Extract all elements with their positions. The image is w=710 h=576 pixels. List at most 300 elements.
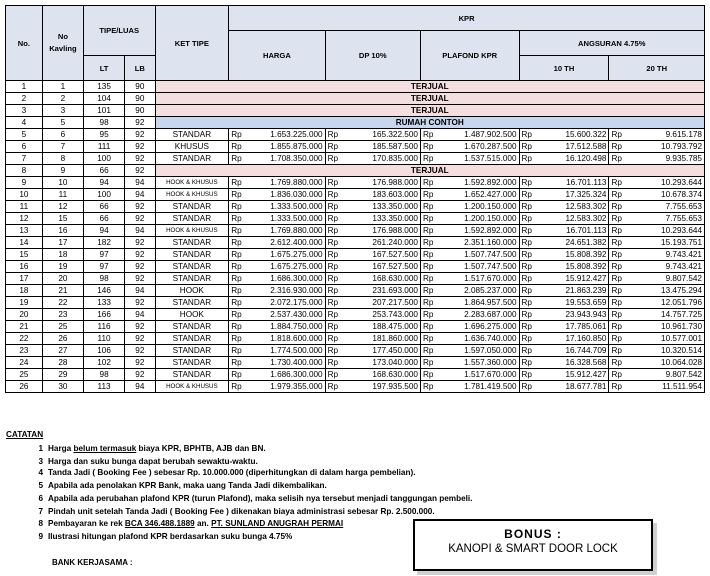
cell-currency: Rp <box>420 297 437 309</box>
cell-currency: Rp <box>229 381 246 393</box>
cell-currency: Rp <box>229 201 246 213</box>
cell-currency: Rp <box>609 309 626 321</box>
table-row <box>6 369 705 381</box>
cell-harga: 2.612.400.000 <box>246 237 325 249</box>
cell-currency: Rp <box>519 237 536 249</box>
cell-kavling: 7 <box>42 141 83 153</box>
cell-currency: Rp <box>519 345 536 357</box>
cell-angsuran-20th: 10.577.001 <box>626 333 704 345</box>
cell-harga: 1.675.275.000 <box>246 249 325 261</box>
cell-lt: 111 <box>84 141 125 153</box>
bank-kerjasama-label: BANK KERJASAMA : <box>52 558 133 567</box>
cell-lt: 97 <box>84 249 125 261</box>
cell-angsuran-10th: 23.943.943 <box>536 309 609 321</box>
cell-status: RUMAH CONTOH <box>155 117 704 129</box>
cell-lt: 66 <box>84 165 125 177</box>
table-row <box>6 357 705 369</box>
cell-harga: 2.316.930.000 <box>246 285 325 297</box>
cell-dp: 170.835.000 <box>342 153 420 165</box>
cell-kavling: 25 <box>42 321 83 333</box>
cell-currency: Rp <box>420 225 437 237</box>
cell-currency: Rp <box>519 141 536 153</box>
cell-angsuran-10th: 18.677.781 <box>536 381 609 393</box>
cell-currency: Rp <box>325 297 342 309</box>
cell-dp: 165.322.500 <box>342 129 420 141</box>
cell-angsuran-10th: 19.553.659 <box>536 297 609 309</box>
cell-currency: Rp <box>229 213 246 225</box>
cell-currency: Rp <box>325 273 342 285</box>
cell-currency: Rp <box>325 261 342 273</box>
cell-ket-tipe: HOOK <box>155 285 229 297</box>
table-row <box>6 333 705 345</box>
cell-lt: 101 <box>84 105 125 117</box>
cell-currency: Rp <box>420 273 437 285</box>
cell-lt: 116 <box>84 321 125 333</box>
cell-currency: Rp <box>609 237 626 249</box>
cell-no: 18 <box>6 285 43 297</box>
cell-currency: Rp <box>325 237 342 249</box>
note-8: 8 Pembayaran ke rek BCA 346.488.1889 an. PT. SUNLAND ANUGRAH PERMAI <box>38 519 344 528</box>
cell-currency: Rp <box>420 285 437 297</box>
cell-lb: 92 <box>125 357 155 369</box>
cell-kavling: 28 <box>42 357 83 369</box>
header-angsuran: ANGSURAN 4.75% <box>519 31 704 56</box>
cell-kavling: 6 <box>42 129 83 141</box>
note-6: 6 Apabila ada perubahan plafond KPR (turun Plafond), maka selisih nya tersebut menjadi tanggungan pembeli. <box>38 494 473 503</box>
table-row <box>6 225 705 237</box>
cell-kavling: 9 <box>42 165 83 177</box>
cell-currency: Rp <box>229 225 246 237</box>
cell-kavling: 5 <box>42 117 83 129</box>
table-row <box>6 381 705 393</box>
cell-lb: 92 <box>125 249 155 261</box>
cell-currency: Rp <box>519 129 536 141</box>
cell-currency: Rp <box>229 261 246 273</box>
cell-plafond: 2.085.237.000 <box>438 285 519 297</box>
cell-lb: 92 <box>125 201 155 213</box>
cell-no: 25 <box>6 369 43 381</box>
cell-lb: 92 <box>125 153 155 165</box>
cell-kavling: 15 <box>42 213 83 225</box>
table-row <box>6 189 705 201</box>
cell-harga: 1.818.600.000 <box>246 333 325 345</box>
cell-dp: 181.860.000 <box>342 333 420 345</box>
cell-angsuran-20th: 7.755.653 <box>626 213 704 225</box>
cell-lb: 90 <box>125 93 155 105</box>
cell-currency: Rp <box>519 369 536 381</box>
cell-currency: Rp <box>420 249 437 261</box>
cell-currency: Rp <box>325 153 342 165</box>
cell-ket-tipe: HOOK <box>155 309 229 321</box>
cell-no: 19 <box>6 297 43 309</box>
table-row <box>6 105 705 117</box>
cell-no: 1 <box>6 81 43 93</box>
cell-kavling: 19 <box>42 261 83 273</box>
cell-angsuran-20th: 9.807.542 <box>626 369 704 381</box>
cell-no: 20 <box>6 309 43 321</box>
cell-angsuran-10th: 16.328.568 <box>536 357 609 369</box>
cell-kavling: 3 <box>42 105 83 117</box>
cell-currency: Rp <box>325 357 342 369</box>
cell-no: 24 <box>6 357 43 369</box>
cell-currency: Rp <box>420 153 437 165</box>
cell-plafond: 1.517.670.000 <box>438 369 519 381</box>
cell-currency: Rp <box>229 297 246 309</box>
cell-currency: Rp <box>420 333 437 345</box>
cell-no: 10 <box>6 189 43 201</box>
cell-ket-tipe: HOOK & KHUSUS <box>155 189 229 201</box>
bonus-title: BONUS : <box>504 527 562 541</box>
cell-kavling: 30 <box>42 381 83 393</box>
cell-plafond: 1.636.740.000 <box>438 333 519 345</box>
cell-ket-tipe: STANDAR <box>155 201 229 213</box>
notes-title: CATATAN <box>6 430 44 439</box>
cell-currency: Rp <box>229 369 246 381</box>
cell-currency: Rp <box>229 309 246 321</box>
cell-angsuran-10th: 17.512.588 <box>536 141 609 153</box>
cell-lt: 135 <box>84 81 125 93</box>
note-7: 7 Pindah unit setelah Tanda Jadi ( Booking Fee ) dikenakan biaya administrasi sebesar Rp. 2.500.000. <box>38 507 435 516</box>
cell-currency: Rp <box>609 381 626 393</box>
cell-currency: Rp <box>420 201 437 213</box>
cell-kavling: 12 <box>42 201 83 213</box>
cell-plafond: 1.200.150.000 <box>438 213 519 225</box>
cell-lb: 92 <box>125 297 155 309</box>
cell-harga: 1.774.500.000 <box>246 345 325 357</box>
cell-no: 16 <box>6 261 43 273</box>
table-row <box>6 273 705 285</box>
cell-no: 11 <box>6 201 43 213</box>
cell-currency: Rp <box>420 213 437 225</box>
cell-dp: 173.040.000 <box>342 357 420 369</box>
cell-angsuran-20th: 7.755.653 <box>626 201 704 213</box>
cell-currency: Rp <box>325 345 342 357</box>
cell-currency: Rp <box>420 129 437 141</box>
cell-dp: 253.743.000 <box>342 309 420 321</box>
table-row <box>6 297 705 309</box>
cell-currency: Rp <box>609 297 626 309</box>
cell-lb: 92 <box>125 321 155 333</box>
cell-kavling: 26 <box>42 333 83 345</box>
cell-currency: Rp <box>609 225 626 237</box>
cell-angsuran-20th: 10.793.792 <box>626 141 704 153</box>
cell-currency: Rp <box>519 261 536 273</box>
cell-ket-tipe: STANDAR <box>155 321 229 333</box>
cell-plafond: 1.507.747.500 <box>438 249 519 261</box>
note-3: 3 Harga dan suku bunga dapat berubah sewaktu-waktu. <box>38 457 258 466</box>
cell-angsuran-20th: 9.615.178 <box>626 129 704 141</box>
cell-plafond: 1.670.287.500 <box>438 141 519 153</box>
cell-dp: 168.630.000 <box>342 273 420 285</box>
cell-currency: Rp <box>609 369 626 381</box>
cell-plafond: 1.696.275.000 <box>438 321 519 333</box>
cell-angsuran-20th: 10.293.644 <box>626 225 704 237</box>
cell-lt: 106 <box>84 345 125 357</box>
cell-currency: Rp <box>229 285 246 297</box>
cell-currency: Rp <box>609 345 626 357</box>
cell-currency: Rp <box>325 285 342 297</box>
cell-plafond: 1.507.747.500 <box>438 261 519 273</box>
cell-currency: Rp <box>325 369 342 381</box>
cell-ket-tipe: STANDAR <box>155 369 229 381</box>
cell-currency: Rp <box>420 381 437 393</box>
cell-harga: 1.836.030.000 <box>246 189 325 201</box>
cell-harga: 2.072.175.000 <box>246 297 325 309</box>
cell-currency: Rp <box>519 381 536 393</box>
cell-lt: 98 <box>84 273 125 285</box>
cell-currency: Rp <box>229 357 246 369</box>
cell-kavling: 8 <box>42 153 83 165</box>
table-row <box>6 153 705 165</box>
cell-no: 9 <box>6 177 43 189</box>
cell-currency: Rp <box>519 321 536 333</box>
cell-currency: Rp <box>420 237 437 249</box>
header-plafond: PLAFOND KPR <box>420 31 519 81</box>
cell-kavling: 22 <box>42 297 83 309</box>
cell-currency: Rp <box>519 309 536 321</box>
cell-currency: Rp <box>609 333 626 345</box>
cell-angsuran-10th: 21.863.239 <box>536 285 609 297</box>
cell-lb: 92 <box>125 129 155 141</box>
cell-angsuran-20th: 14.757.725 <box>626 309 704 321</box>
cell-currency: Rp <box>325 309 342 321</box>
cell-angsuran-20th: 9.743.421 <box>626 261 704 273</box>
cell-currency: Rp <box>519 249 536 261</box>
cell-currency: Rp <box>519 297 536 309</box>
cell-lb: 92 <box>125 333 155 345</box>
cell-harga: 1.333.500.000 <box>246 201 325 213</box>
cell-harga: 1.333.500.000 <box>246 213 325 225</box>
cell-currency: Rp <box>519 213 536 225</box>
table-row <box>6 321 705 333</box>
cell-no: 13 <box>6 225 43 237</box>
cell-no: 4 <box>6 117 43 129</box>
cell-angsuran-10th: 12.583.302 <box>536 213 609 225</box>
cell-angsuran-10th: 15.600.322 <box>536 129 609 141</box>
cell-lb: 90 <box>125 105 155 117</box>
cell-angsuran-20th: 13.475.294 <box>626 285 704 297</box>
cell-currency: Rp <box>229 333 246 345</box>
cell-currency: Rp <box>229 345 246 357</box>
cell-plafond: 1.537.515.000 <box>438 153 519 165</box>
cell-currency: Rp <box>609 321 626 333</box>
cell-no: 22 <box>6 333 43 345</box>
cell-angsuran-10th: 16.744.709 <box>536 345 609 357</box>
cell-lt: 94 <box>84 225 125 237</box>
cell-lb: 92 <box>125 117 155 129</box>
cell-lb: 94 <box>125 189 155 201</box>
cell-currency: Rp <box>519 333 536 345</box>
cell-no: 5 <box>6 129 43 141</box>
cell-harga: 1.675.275.000 <box>246 261 325 273</box>
cell-no: 7 <box>6 153 43 165</box>
cell-dp: 167.527.500 <box>342 249 420 261</box>
cell-currency: Rp <box>519 225 536 237</box>
cell-plafond: 1.592.892.000 <box>438 225 519 237</box>
cell-ket-tipe: STANDAR <box>155 297 229 309</box>
cell-currency: Rp <box>420 345 437 357</box>
cell-lb: 92 <box>125 345 155 357</box>
cell-currency: Rp <box>519 201 536 213</box>
header-ket-tipe: KET TIPE <box>155 6 229 81</box>
cell-currency: Rp <box>609 129 626 141</box>
kpr-price-table <box>5 5 705 393</box>
cell-angsuran-10th: 15.808.392 <box>536 249 609 261</box>
cell-ket-tipe: STANDAR <box>155 333 229 345</box>
cell-currency: Rp <box>229 321 246 333</box>
cell-lt: 98 <box>84 117 125 129</box>
header-20th: 20 TH <box>609 56 705 81</box>
cell-currency: Rp <box>325 381 342 393</box>
cell-angsuran-10th: 16.701.113 <box>536 177 609 189</box>
cell-lb: 94 <box>125 285 155 297</box>
table-row <box>6 249 705 261</box>
cell-kavling: 21 <box>42 285 83 297</box>
cell-harga: 1.769.880.000 <box>246 177 325 189</box>
cell-ket-tipe: STANDAR <box>155 213 229 225</box>
cell-lt: 100 <box>84 189 125 201</box>
cell-harga: 1.686.300.000 <box>246 273 325 285</box>
cell-lt: 102 <box>84 357 125 369</box>
notes-section <box>6 430 43 445</box>
header-tipe-luas: TIPE/LUAS <box>84 6 156 56</box>
cell-no: 14 <box>6 237 43 249</box>
cell-currency: Rp <box>519 153 536 165</box>
cell-dp: 177.450.000 <box>342 345 420 357</box>
cell-no: 21 <box>6 321 43 333</box>
cell-ket-tipe: HOOK & KHUSUS <box>155 381 229 393</box>
cell-angsuran-20th: 10.064.028 <box>626 357 704 369</box>
cell-lt: 100 <box>84 153 125 165</box>
cell-angsuran-20th: 9.807.542 <box>626 273 704 285</box>
cell-status: TERJUAL <box>155 105 704 117</box>
cell-currency: Rp <box>609 261 626 273</box>
cell-currency: Rp <box>420 309 437 321</box>
cell-lb: 92 <box>125 165 155 177</box>
cell-kavling: 10 <box>42 177 83 189</box>
cell-currency: Rp <box>325 177 342 189</box>
cell-harga: 1.979.355.000 <box>246 381 325 393</box>
cell-lb: 92 <box>125 141 155 153</box>
cell-kavling: 27 <box>42 345 83 357</box>
cell-currency: Rp <box>420 369 437 381</box>
cell-lt: 97 <box>84 261 125 273</box>
cell-angsuran-10th: 17.160.850 <box>536 333 609 345</box>
table-row <box>6 141 705 153</box>
cell-currency: Rp <box>325 249 342 261</box>
cell-kavling: 18 <box>42 249 83 261</box>
cell-kavling: 11 <box>42 189 83 201</box>
cell-currency: Rp <box>420 189 437 201</box>
cell-currency: Rp <box>519 357 536 369</box>
table-body <box>6 81 705 393</box>
cell-no: 3 <box>6 105 43 117</box>
cell-kavling: 1 <box>42 81 83 93</box>
cell-angsuran-10th: 17.785.061 <box>536 321 609 333</box>
cell-ket-tipe: STANDAR <box>155 345 229 357</box>
cell-ket-tipe: STANDAR <box>155 357 229 369</box>
cell-no: 15 <box>6 249 43 261</box>
cell-angsuran-20th: 12.051.796 <box>626 297 704 309</box>
cell-currency: Rp <box>519 273 536 285</box>
cell-currency: Rp <box>609 141 626 153</box>
cell-angsuran-20th: 15.193.751 <box>626 237 704 249</box>
cell-lt: 113 <box>84 381 125 393</box>
cell-angsuran-10th: 15.912.427 <box>536 273 609 285</box>
cell-dp: 185.587.500 <box>342 141 420 153</box>
cell-angsuran-20th: 10.678.374 <box>626 189 704 201</box>
table-row <box>6 213 705 225</box>
cell-lt: 66 <box>84 201 125 213</box>
cell-lb: 94 <box>125 225 155 237</box>
cell-lt: 66 <box>84 213 125 225</box>
cell-lb: 94 <box>125 177 155 189</box>
header-lb: LB <box>125 56 155 81</box>
table-row <box>6 93 705 105</box>
cell-lb: 92 <box>125 369 155 381</box>
cell-plafond: 1.557.360.000 <box>438 357 519 369</box>
cell-dp: 168.630.000 <box>342 369 420 381</box>
cell-ket-tipe: STANDAR <box>155 273 229 285</box>
cell-kavling: 29 <box>42 369 83 381</box>
cell-currency: Rp <box>229 153 246 165</box>
table-row <box>6 261 705 273</box>
cell-ket-tipe: STANDAR <box>155 129 229 141</box>
cell-harga: 1.855.875.000 <box>246 141 325 153</box>
cell-lb: 90 <box>125 81 155 93</box>
cell-angsuran-20th: 10.320.514 <box>626 345 704 357</box>
cell-currency: Rp <box>325 213 342 225</box>
cell-kavling: 17 <box>42 237 83 249</box>
cell-currency: Rp <box>325 141 342 153</box>
cell-ket-tipe: HOOK & KHUSUS <box>155 177 229 189</box>
cell-harga: 1.769.880.000 <box>246 225 325 237</box>
cell-lb: 92 <box>125 237 155 249</box>
header-kavling: No Kavling <box>42 6 83 81</box>
cell-plafond: 1.517.670.000 <box>438 273 519 285</box>
cell-currency: Rp <box>325 189 342 201</box>
cell-angsuran-10th: 15.808.392 <box>536 261 609 273</box>
cell-dp: 183.603.000 <box>342 189 420 201</box>
cell-no: 6 <box>6 141 43 153</box>
cell-dp: 207.217.500 <box>342 297 420 309</box>
cell-kavling: 16 <box>42 225 83 237</box>
cell-currency: Rp <box>229 141 246 153</box>
table-row <box>6 345 705 357</box>
cell-status: TERJUAL <box>155 165 704 177</box>
cell-currency: Rp <box>420 177 437 189</box>
cell-no: 23 <box>6 345 43 357</box>
cell-ket-tipe: STANDAR <box>155 153 229 165</box>
note-1: 1 Harga belum termasuk biaya KPR, BPHTB, AJB dan BN. <box>38 444 266 453</box>
cell-angsuran-10th: 16.120.498 <box>536 153 609 165</box>
cell-no: 26 <box>6 381 43 393</box>
cell-kavling: 20 <box>42 273 83 285</box>
cell-status: TERJUAL <box>155 93 704 105</box>
cell-lt: 146 <box>84 285 125 297</box>
cell-lb: 92 <box>125 261 155 273</box>
table-row <box>6 165 705 177</box>
cell-plafond: 1.597.050.000 <box>438 345 519 357</box>
table-row <box>6 201 705 213</box>
cell-currency: Rp <box>519 177 536 189</box>
cell-lb: 92 <box>125 213 155 225</box>
cell-plafond: 2.351.160.000 <box>438 237 519 249</box>
cell-lt: 104 <box>84 93 125 105</box>
cell-harga: 1.730.400.000 <box>246 357 325 369</box>
cell-currency: Rp <box>229 177 246 189</box>
cell-plafond: 2.283.687.000 <box>438 309 519 321</box>
